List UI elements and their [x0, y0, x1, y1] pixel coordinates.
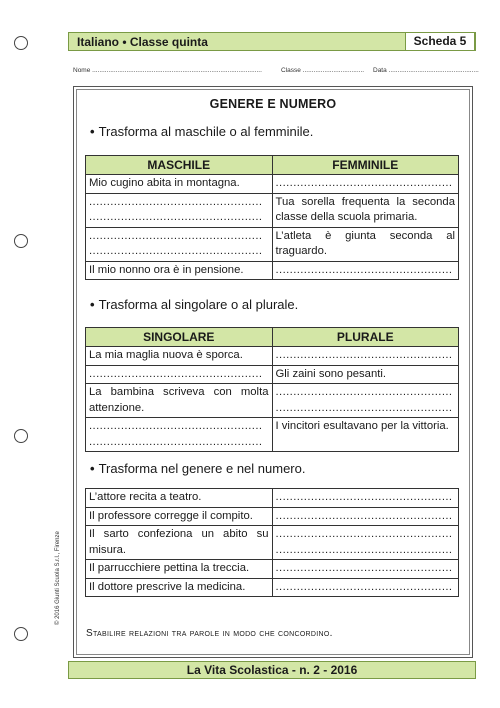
- sheet-label: Scheda 5: [405, 32, 475, 51]
- cell-left: Il mio nonno ora è in pensione.: [86, 261, 273, 280]
- cell-right[interactable]: ..................................................: [272, 507, 459, 526]
- footer-bar: La Vita Scolastica - n. 2 - 2016: [68, 661, 476, 679]
- instruction-1-text: Trasforma al maschile o al femminile.: [98, 124, 314, 139]
- cell-left: Il dottore prescrive la medicina.: [86, 578, 273, 597]
- bullet-icon: •: [90, 461, 95, 476]
- table-row: [86, 507, 459, 526]
- binder-hole-3: [14, 429, 28, 443]
- table-row: [86, 347, 459, 366]
- cell-right[interactable]: ..................................................: [272, 261, 459, 280]
- table-number: [85, 327, 459, 452]
- table-row: [86, 384, 459, 418]
- table-row: [86, 175, 459, 194]
- cell-left: L’attore recita a teatro.: [86, 489, 273, 508]
- cell-left: Il sarto confeziona un abito su misura.: [86, 526, 273, 560]
- cell-left: Mio cugino abita in montagna.: [86, 175, 273, 194]
- name-field[interactable]: Nome ..............................................................................................: [73, 67, 262, 74]
- col-header-maschile: MASCHILE: [86, 156, 273, 175]
- cell-left: Il professore corregge il compito.: [86, 507, 273, 526]
- instruction-2: [90, 297, 298, 312]
- cell-right: Tua sorella frequenta la seconda classe della scuola primaria.: [272, 193, 459, 227]
- cell-left[interactable]: ................................................. .................................................: [86, 418, 273, 452]
- cell-right[interactable]: .................................................. ..................................................: [272, 526, 459, 560]
- table-row: [86, 227, 459, 261]
- subject-label: Italiano • Classe quinta: [77, 35, 208, 49]
- cell-right[interactable]: ..................................................: [272, 578, 459, 597]
- table-row: [86, 418, 459, 452]
- col-header-singolare: SINGOLARE: [86, 328, 273, 347]
- instruction-1: [90, 124, 313, 139]
- cell-right[interactable]: ..................................................: [272, 347, 459, 366]
- header-bar: [68, 32, 476, 51]
- cell-right[interactable]: ..................................................: [272, 175, 459, 194]
- cell-left: Il parrucchiere pettina la treccia.: [86, 560, 273, 579]
- instruction-3-text: Trasforma nel genere e nel numero.: [98, 461, 306, 476]
- table-row: [86, 365, 459, 384]
- col-header-femminile: FEMMINILE: [272, 156, 459, 175]
- cell-right: L’atleta è giunta seconda al traguardo.: [272, 227, 459, 261]
- cell-right: Gli zaini sono pesanti.: [272, 365, 459, 384]
- class-field[interactable]: Classe ..................................: [281, 67, 365, 74]
- table-row: [86, 193, 459, 227]
- table-gender-number: [85, 488, 459, 597]
- cell-right[interactable]: ..................................................: [272, 560, 459, 579]
- instruction-3: [90, 461, 305, 476]
- cell-right[interactable]: .................................................. ..................................................: [272, 384, 459, 418]
- cell-left[interactable]: ................................................. .................................................: [86, 227, 273, 261]
- cell-left[interactable]: ................................................. .................................................: [86, 193, 273, 227]
- cell-left: La mia maglia nuova è sporca.: [86, 347, 273, 366]
- footnote: Stabilire relazioni tra parole in modo che concordino.: [86, 628, 333, 639]
- instruction-2-text: Trasforma al singolare o al plurale.: [98, 297, 299, 312]
- worksheet-title: GENERE E NUMERO: [209, 97, 337, 111]
- date-field[interactable]: Data ..................................................: [373, 67, 479, 74]
- table-row: [86, 261, 459, 280]
- cell-right[interactable]: ..................................................: [272, 489, 459, 508]
- bullet-icon: •: [90, 124, 95, 139]
- cell-right: I vincitori esultavano per la vittoria.: [272, 418, 459, 452]
- table-row: [86, 578, 459, 597]
- table-gender: [85, 155, 459, 280]
- table-row: [86, 489, 459, 508]
- cell-left[interactable]: .................................................: [86, 365, 273, 384]
- binder-hole-4: [14, 627, 28, 641]
- binder-hole-2: [14, 234, 28, 248]
- col-header-plurale: PLURALE: [272, 328, 459, 347]
- copyright-credit: © 2016 Giunti Scuola S.r.l., Firenze: [55, 531, 61, 625]
- binder-hole-1: [14, 36, 28, 50]
- table-row: [86, 526, 459, 560]
- table-row: [86, 560, 459, 579]
- cell-left: La bambina scriveva con molta attenzione.: [86, 384, 273, 418]
- bullet-icon: •: [90, 297, 95, 312]
